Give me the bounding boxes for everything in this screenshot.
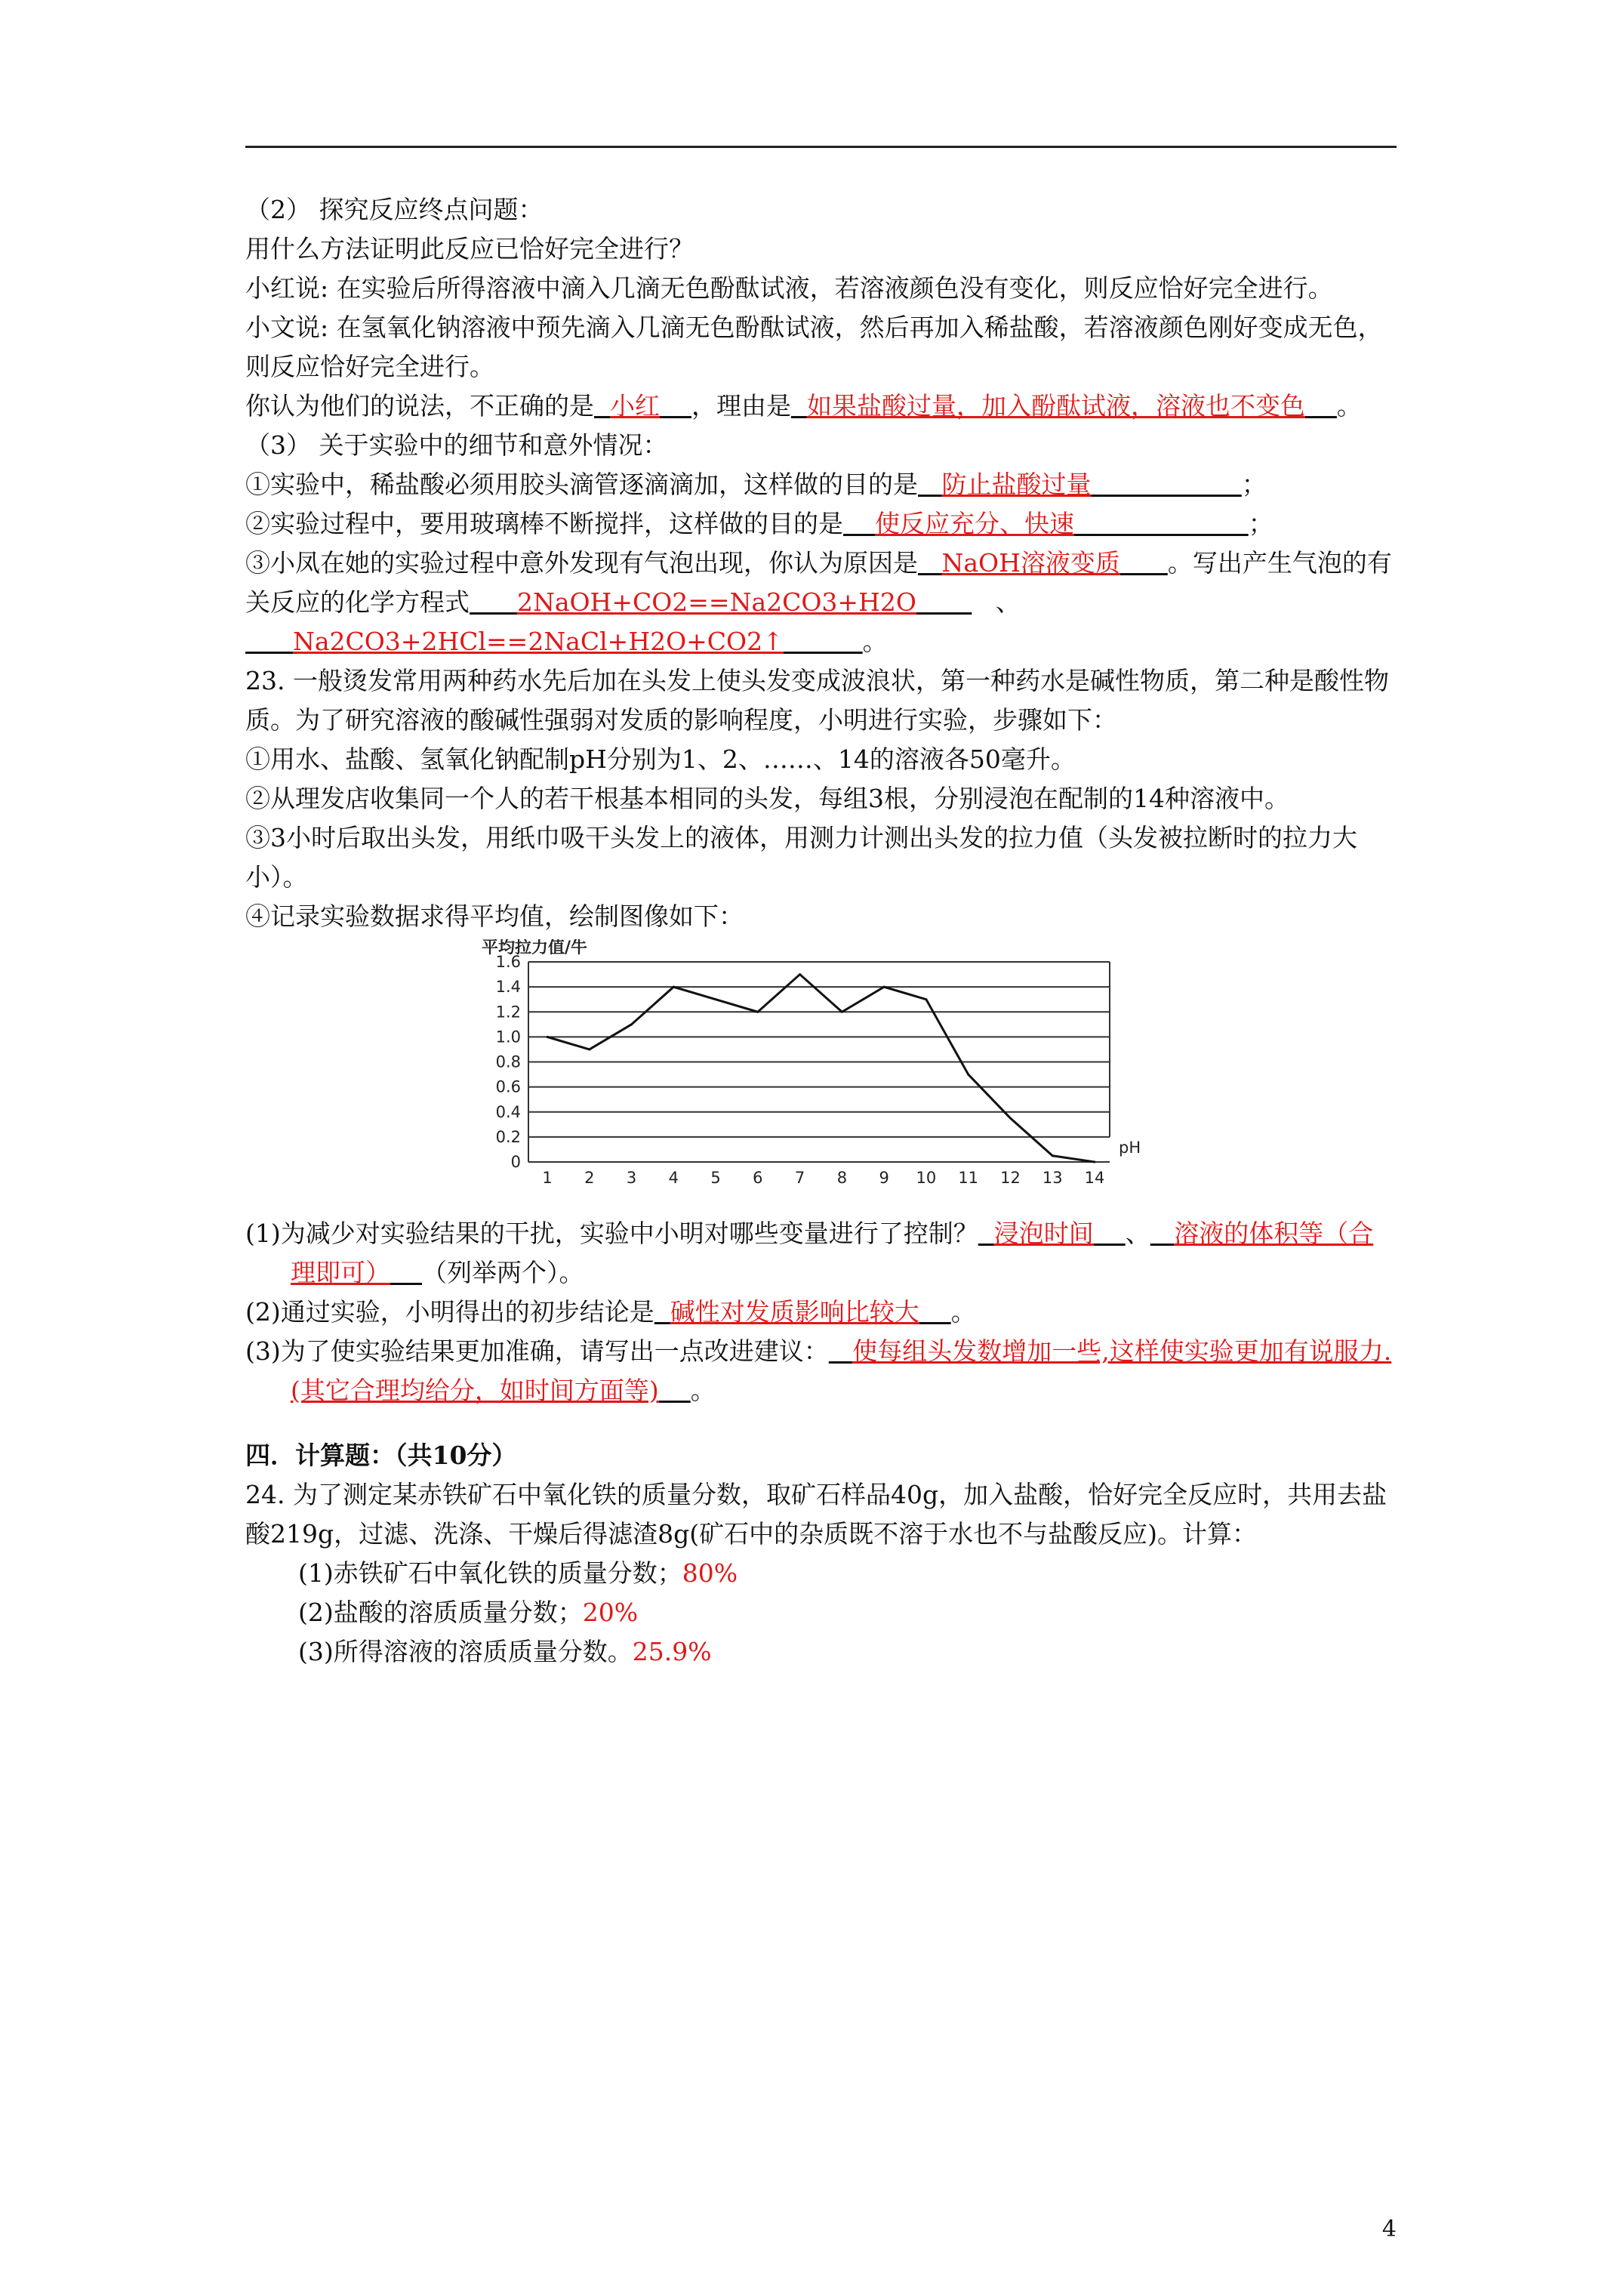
data-point [673, 986, 675, 988]
item3 [245, 544, 1397, 661]
part2-heading: （2） 探究反应终点问题： [245, 195, 544, 224]
data-point [1009, 1117, 1012, 1120]
y-tick-label: 1.4 [495, 978, 521, 997]
answer-item1: 防止盐酸过量 [941, 470, 1092, 499]
q23-step1: ①用水、盐酸、氢氧化钠配制pH分别为1、2、……、14的溶液各50毫升。 [245, 744, 1076, 774]
data-point [1094, 1161, 1096, 1163]
x-tick-label: 12 [1000, 1169, 1021, 1187]
judge-end: 。 [1336, 391, 1362, 421]
y-tick-label: 0.8 [495, 1052, 521, 1071]
item1-semicolon: ； [1241, 470, 1267, 499]
data-point [588, 1048, 590, 1050]
a1-post: （列举两个）。 [421, 1258, 584, 1287]
item2-text: ②实验过程中，要用玻璃棒不断搅拌，这样做的目的是 [245, 509, 843, 538]
page-number: 4 [1381, 2216, 1397, 2242]
judge-prefix: 你认为他们的说法，不正确的是 [245, 391, 594, 421]
item3-text: ③小凤在她的实验过程中意外发现有气泡出现，你认为原因是 [245, 548, 918, 578]
equation-separator: 、 [995, 587, 1021, 617]
chart-svg [476, 939, 1155, 1188]
data-point [925, 998, 927, 1000]
y-tick-label: 0.6 [495, 1077, 521, 1096]
data-series-line [547, 975, 1095, 1162]
y-tick-label: 0.2 [495, 1127, 521, 1146]
q23-step4: ④记录实验数据求得平均值，绘制图像如下： [245, 901, 744, 931]
item3-post: 。写出产生气泡的有关反应的化学方程式 [245, 548, 1392, 617]
x-tick-label: 13 [1042, 1169, 1063, 1187]
data-point [547, 1036, 549, 1038]
x-axis-label: pH [1119, 1139, 1141, 1157]
part2-question: 用什么方法证明此反应已恰好完全进行？ [245, 234, 694, 264]
a2-post: 。 [950, 1297, 976, 1327]
answer-calc1: 80% [682, 1558, 738, 1588]
x-tick-label: 9 [879, 1169, 889, 1187]
q23-answer2 [245, 1293, 1397, 1332]
data-point [799, 973, 801, 975]
data-point [1052, 1154, 1054, 1157]
x-tick-label: 5 [710, 1169, 721, 1187]
q23-step3: ③3小时后取出头发，用纸巾吸干头发上的液体，用测力计测出头发的拉力值（头发被拉断时的拉力大小）。 [245, 823, 1357, 892]
xiaowen-statement: 小文说: 在氢氧化钠溶液中预先滴入几滴无色酚酞试液，然后再加入稀盐酸，若溶液颜色刚好变成无色，则反应恰好完全进行。 [245, 313, 1383, 381]
x-tick-label: 6 [753, 1169, 763, 1187]
a2-prefix: (2)通过实验，小明得出的初步结论是 [245, 1297, 654, 1327]
item2-semicolon: ； [1248, 509, 1273, 538]
section4-title: 四．计算题：（共10分） [245, 1441, 517, 1470]
x-tick-label: 10 [916, 1169, 937, 1187]
x-tick-label: 11 [958, 1169, 979, 1187]
y-tick-label: 1.0 [495, 1028, 521, 1046]
answer-equation1: 2NaOH+CO2==Na2CO3+H2O [516, 587, 916, 617]
x-tick-label: 14 [1084, 1169, 1105, 1187]
q24-text: 24. 为了测定某赤铁矿石中氧化铁的质量分数，取矿石样品40g，加入盐酸，恰好完全反应时，共用去盐酸219g，过滤、洗涤、干燥后得滤渣8g(矿石中的杂质既不溶于水也不与盐酸反应)。计算： [245, 1480, 1387, 1549]
x-tick-label: 2 [584, 1169, 595, 1187]
data-point [883, 986, 885, 988]
answer-calc2: 20% [582, 1598, 639, 1627]
data-point [967, 1074, 969, 1076]
answer-reason: 如果盐酸过量，加入酚酞试液，溶液也不变色 [806, 391, 1305, 421]
y-tick-label: 0.4 [495, 1102, 521, 1121]
q23-answer1 [245, 1214, 1397, 1293]
data-point [756, 1011, 759, 1013]
x-tick-label: 7 [794, 1169, 805, 1187]
q24-calc2 [245, 1593, 1397, 1632]
part3-heading: （3） 关于实验中的细节和意外情况： [245, 430, 668, 460]
data-point [630, 1023, 633, 1025]
answer-item2: 使反应充分、快速 [874, 509, 1074, 538]
q24-calc1 [245, 1554, 1397, 1593]
calc3-text: (3)所得溶液的溶质质量分数。 [298, 1637, 633, 1666]
judgement-line [245, 387, 1397, 426]
item3-end: 。 [862, 627, 888, 656]
answer-a3: 使每组头发数增加一些,这样使实验更加有说服力.(其它合理均给分，如时间方面等) [291, 1336, 1392, 1405]
tensile-force-chart [476, 939, 1155, 1188]
item1-text: ①实验中，稀盐酸必须用胶头滴管逐滴滴加，这样做的目的是 [245, 470, 918, 499]
x-tick-label: 1 [542, 1169, 553, 1187]
answer-a2: 碱性对发质影响比较大 [670, 1297, 919, 1327]
judge-mid: ，理由是 [691, 391, 791, 421]
calc1-text: (1)赤铁矿石中氧化铁的质量分数； [298, 1558, 682, 1588]
item2 [245, 504, 1397, 544]
data-point [715, 998, 717, 1000]
answer-incorrect-person: 小红 [609, 391, 660, 421]
x-tick-label: 4 [668, 1169, 679, 1187]
q23-step2: ②从理发店收集同一个人的若干根基本相同的头发，每组3根，分别浸泡在配制的14种溶液中。 [245, 784, 1289, 813]
a3-post: 。 [690, 1376, 716, 1405]
answer-equation2: Na2CO3+2HCl==2NaCl+H2O+CO2↑ [292, 627, 784, 656]
item1 [245, 465, 1397, 504]
q23-answer3 [245, 1332, 1397, 1410]
y-axis-label: 平均拉力值/牛 [482, 939, 588, 957]
calc2-text: (2)盐酸的溶质质量分数； [298, 1598, 583, 1627]
xiaohong-statement: 小红说: 在实验后所得溶液中滴入几滴无色酚酞试液，若溶液颜色没有变化，则反应恰好完全进行。 [245, 273, 1333, 303]
a3-prefix: (3)为了使实验结果更加准确，请写出一点改进建议： [245, 1336, 829, 1366]
page-content [245, 190, 1397, 1672]
x-tick-label: 3 [626, 1169, 637, 1187]
a1-prefix: (1)为减少对实验结果的干扰，实验中小明对哪些变量进行了控制？ [245, 1219, 978, 1248]
answer-item3: NaOH溶液变质 [941, 548, 1120, 578]
answer-a1-second: 溶液的体积等（合理即可） [291, 1219, 1374, 1287]
y-tick-label: 0 [510, 1153, 521, 1171]
x-tick-label: 8 [836, 1169, 848, 1187]
answer-calc3: 25.9% [632, 1637, 712, 1666]
q24-calc3 [245, 1632, 1397, 1672]
q23-intro: 23. 一般烫发常用两种药水先后加在头发上使头发变成波浪状，第一种药水是碱性物质，第二种是酸性物质。为了研究溶液的酸碱性强弱对发质的影响程度，小明进行实验，步骤如下： [245, 666, 1389, 735]
data-point [841, 1011, 843, 1013]
y-tick-label: 1.6 [495, 953, 521, 971]
answer-a1-first: 浸泡时间 [993, 1219, 1094, 1248]
header-rule [245, 146, 1397, 148]
a1-separator: 、 [1125, 1219, 1150, 1248]
y-tick-label: 1.2 [495, 1003, 521, 1022]
